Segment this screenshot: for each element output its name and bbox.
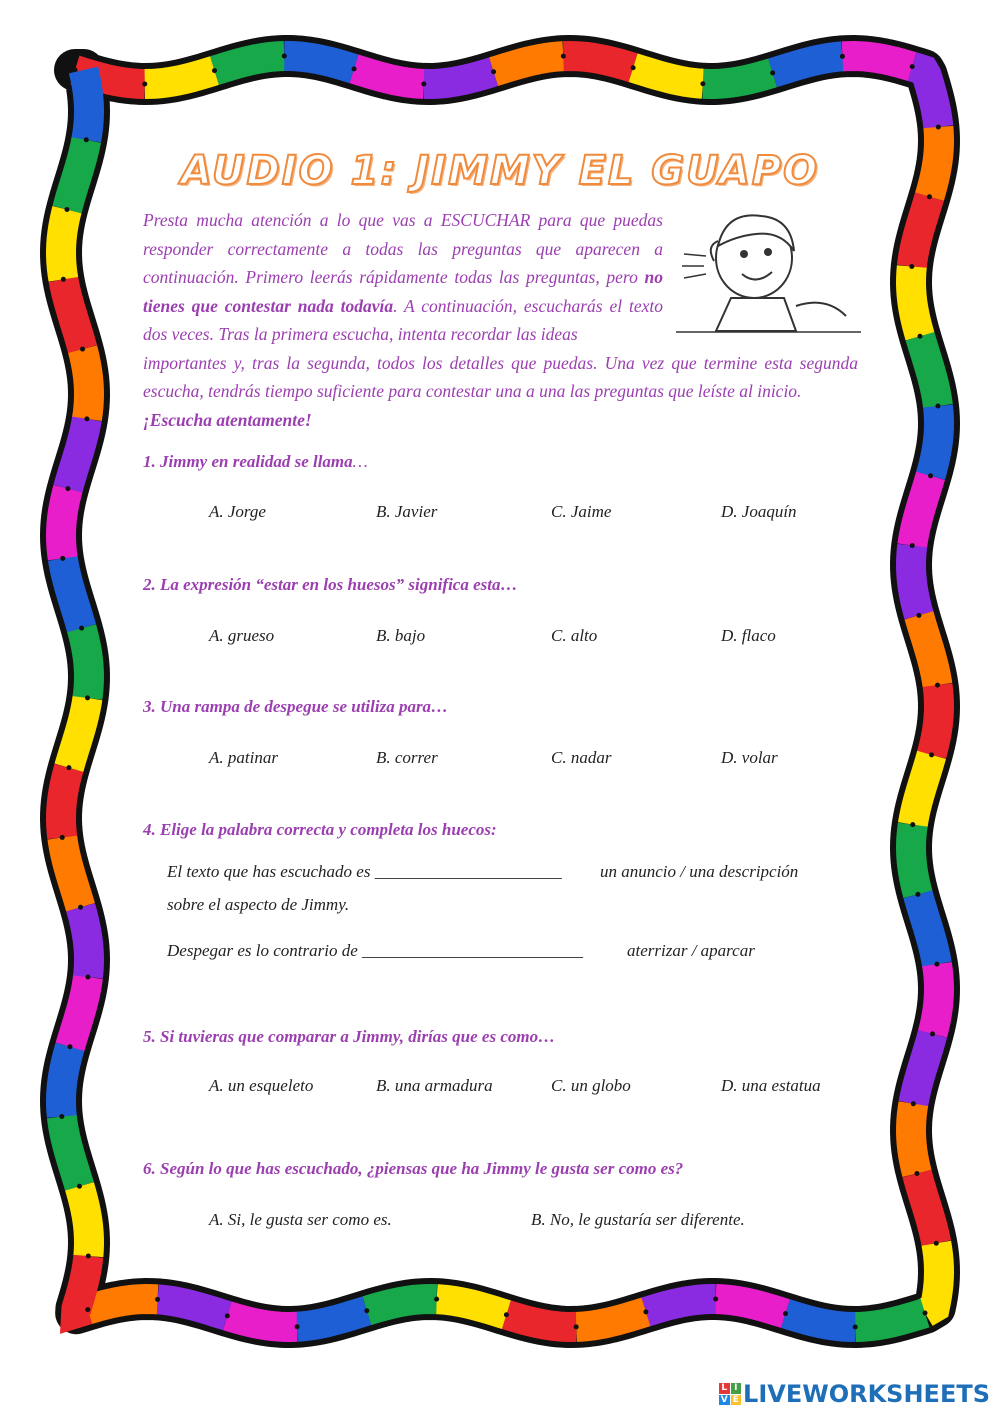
border-tile-dot: [61, 277, 66, 282]
border-tile-dot: [79, 626, 84, 631]
option-b[interactable]: B. No, le gustaría ser diferente.: [531, 1210, 745, 1229]
option-d[interactable]: D. Joaquín: [721, 502, 797, 521]
border-tile-dot: [934, 1241, 939, 1246]
question-1: [143, 452, 368, 472]
border-tile-dot: [914, 1171, 919, 1176]
border-tile: [61, 1047, 70, 1117]
border-tile: [932, 685, 939, 755]
border-tile-dot: [212, 68, 217, 73]
border-tile-dot: [64, 207, 69, 212]
border-tile-dot: [910, 543, 915, 548]
border-tile-dot: [77, 1184, 82, 1189]
border-tile: [61, 768, 69, 838]
border-tile-dot: [574, 1324, 579, 1329]
border-tile-dot: [911, 1101, 916, 1106]
intro-bold-text: no tienes que contestar nada todavía: [143, 267, 663, 316]
border-tile: [855, 1313, 925, 1327]
question-2: 2. La expresión “estar en los huesos” significa esta…: [143, 575, 518, 594]
border-tile-dot: [66, 765, 71, 770]
border-tile-dot: [853, 1324, 858, 1329]
border-tile: [61, 210, 67, 280]
border-tile: [773, 56, 843, 72]
border-tile-dot: [78, 905, 83, 910]
page-title: AUDIO 1: JIMMY EL GUAPO: [180, 148, 820, 194]
border-tile-dot: [783, 1311, 788, 1316]
border-tile-dot: [80, 347, 85, 352]
border-tile: [633, 68, 703, 84]
border-tile: [913, 1034, 932, 1104]
question-1-ellipsis: …: [352, 452, 368, 471]
border-tile: [920, 336, 938, 406]
border-tile: [931, 406, 939, 476]
option-a[interactable]: A. un esqueleto: [209, 1076, 314, 1095]
border-tile: [70, 977, 88, 1047]
intro-closing: ¡Escucha atentamente!: [143, 409, 312, 430]
border-tile: [297, 1311, 367, 1327]
border-tile-dot: [364, 1308, 369, 1313]
logo-badge-v: V: [720, 1394, 728, 1405]
border-tile: [933, 964, 939, 1034]
question-4: 4. Elige la palabra correcta y completa los huecos:: [143, 820, 497, 839]
border-tile-dot: [59, 1114, 64, 1119]
border-tile: [83, 70, 89, 140]
border-tile: [494, 56, 564, 72]
border-tile-dot: [910, 64, 915, 69]
border-tile: [284, 56, 354, 69]
border-tile-dot: [60, 556, 65, 561]
border-tile: [63, 279, 82, 349]
option-a[interactable]: A. Si, le gusta ser como es.: [209, 1210, 392, 1229]
border-tile: [63, 558, 82, 628]
option-c[interactable]: C. un globo: [551, 1076, 631, 1095]
border-tile: [424, 72, 494, 84]
border-tile-dot: [935, 404, 940, 409]
border-tile-dot: [631, 65, 636, 70]
border-tile-dot: [60, 835, 65, 840]
question-5: 5. Si tuvieras que comparar a Jimmy, dirías que es como…: [143, 1027, 556, 1046]
border-tile: [69, 698, 88, 768]
logo-badge: [719, 1383, 741, 1405]
border-tile-dot: [923, 1311, 928, 1316]
border-tile: [145, 71, 215, 84]
intro-text-2: . A continuación, escucharás el texto dos veces. Tras la primera escucha, intenta recordar las ideas: [143, 295, 663, 344]
fill-sentence-1[interactable]: El texto que has escuchado es ______________________: [167, 862, 562, 881]
option-c[interactable]: C. nadar: [551, 748, 612, 767]
border-tile: [76, 1256, 88, 1313]
logo-badge-l: L: [719, 1383, 730, 1394]
border-tile: [703, 73, 773, 84]
border-tile-dot: [928, 473, 933, 478]
fill-sentence-1-continuation: sobre el aspecto de Jimmy.: [167, 895, 350, 914]
border-tile: [506, 1315, 576, 1327]
border-tile-dot: [352, 66, 357, 71]
border-tile: [912, 197, 930, 267]
border-tile: [917, 1173, 936, 1243]
liveworksheets-logo: [719, 1381, 990, 1407]
instructions-paragraph: [143, 206, 858, 434]
border-tile: [785, 1314, 855, 1327]
border-tile-dot: [915, 892, 920, 897]
border-tile: [911, 825, 918, 895]
border-tile-dot: [909, 264, 914, 269]
border-tile: [81, 907, 89, 977]
border-tile: [354, 69, 424, 84]
option-a[interactable]: A. patinar: [209, 748, 278, 767]
border-tile: [62, 837, 80, 907]
border-tile-dot: [434, 1297, 439, 1302]
border-tile-dot: [561, 54, 566, 59]
fill-sentence-2-choices[interactable]: aterrizar / aparcar: [627, 941, 755, 960]
border-tile: [912, 476, 930, 546]
border-tile-dot: [935, 683, 940, 688]
option-b[interactable]: B. bajo: [376, 626, 426, 645]
border-tile: [911, 267, 920, 337]
border-tile: [367, 1299, 437, 1311]
border-tile-dot: [86, 1254, 91, 1259]
border-tile-dot: [282, 54, 287, 59]
border-tile: [88, 1299, 158, 1310]
option-d[interactable]: D. volar: [721, 748, 778, 767]
border-tile-dot: [491, 69, 496, 74]
border-tile-dot: [421, 81, 426, 86]
border-tile-dot: [930, 1031, 935, 1036]
option-b[interactable]: B. correr: [376, 748, 438, 767]
border-tile-dot: [142, 81, 147, 86]
option-c[interactable]: C. alto: [551, 626, 598, 645]
logo-text: LIVEWORKSHEETS: [743, 1380, 990, 1408]
border-tile-dot: [84, 137, 89, 142]
border-tile-dot: [295, 1324, 300, 1329]
logo-badge-e: E: [731, 1395, 742, 1406]
border-tile-dot: [700, 81, 705, 86]
fill-sentence-1-choices[interactable]: un anuncio / una descripción: [600, 862, 799, 881]
border-tile: [82, 628, 89, 698]
option-a[interactable]: A. grueso: [209, 626, 275, 645]
border-tile-dot: [910, 822, 915, 827]
border-tile-dot: [916, 613, 921, 618]
border-tile-dot: [84, 416, 89, 421]
question-6: 6. Según lo que has escuchado, ¿piensas que ha Jimmy le gusta ser como es?: [143, 1159, 684, 1178]
border-tile: [62, 1117, 80, 1187]
border-tile-dot: [713, 1297, 718, 1302]
border-tile-dot: [85, 974, 90, 979]
border-tile-dot: [65, 486, 70, 491]
border-tile: [576, 1312, 646, 1327]
border-tile-dot: [85, 695, 90, 700]
option-d[interactable]: D. flaco: [721, 626, 776, 645]
border-tile: [79, 1186, 89, 1256]
border-tile-dot: [504, 1312, 509, 1317]
border-tile: [646, 1299, 716, 1312]
border-tile-dot: [770, 70, 775, 75]
border-tile-dot: [85, 1307, 90, 1312]
border-tile-dot: [840, 54, 845, 59]
border-tile-dot: [155, 1297, 160, 1302]
option-b[interactable]: B. Javier: [376, 502, 438, 521]
border-tile: [61, 489, 68, 559]
border-tile: [563, 56, 633, 68]
border-tile: [911, 1104, 917, 1174]
option-b[interactable]: B. una armadura: [376, 1076, 493, 1095]
option-c[interactable]: C. Jaime: [551, 502, 612, 521]
option-d[interactable]: D. una estatua: [721, 1076, 821, 1095]
border-tile-dot: [929, 752, 934, 757]
logo-badge-i: I: [731, 1383, 742, 1394]
question-3: 3. Una rampa de despegue se utiliza para…: [143, 697, 449, 716]
border-tile-dot: [934, 962, 939, 967]
border-tile: [919, 615, 938, 685]
border-tile: [68, 419, 87, 489]
border-tile-dot: [643, 1309, 648, 1314]
border-tile: [716, 1299, 786, 1314]
border-tile: [215, 56, 285, 71]
border-tile: [911, 546, 919, 616]
border-tile: [918, 894, 937, 964]
border-tile: [437, 1299, 507, 1315]
border-tile-dot: [225, 1313, 230, 1318]
border-tile: [913, 755, 932, 825]
question-1-text: 1. Jimmy en realidad se llama: [143, 452, 353, 471]
intro-text-1: Presta mucha atención a lo que vas a ESCUCHAR para que puedas responder correctamente a todas las preguntas que aparecen a continuación. Primero leerás rápidamente todas las preguntas, pero: [143, 210, 663, 287]
intro-text-3: importantes y, tras la segunda, todos los detalles que puedas. Una vez que termine esta segunda escucha, tendrás tiempo suficiente para contestar una a una las preguntas que leíste al inicio.: [143, 352, 858, 401]
border-tile: [925, 1243, 939, 1313]
border-tile: [227, 1316, 297, 1327]
option-a[interactable]: A. Jorge: [209, 502, 266, 521]
border-tile-dot: [936, 124, 941, 129]
border-tile-dot: [917, 334, 922, 339]
border-tile-dot: [67, 1044, 72, 1049]
border-tile: [158, 1299, 228, 1315]
border-tile: [842, 56, 912, 67]
border-tile-dot: [927, 194, 932, 199]
fill-sentence-2[interactable]: Despegar es lo contrario de __________________________: [167, 941, 584, 960]
border-tile: [83, 349, 89, 419]
